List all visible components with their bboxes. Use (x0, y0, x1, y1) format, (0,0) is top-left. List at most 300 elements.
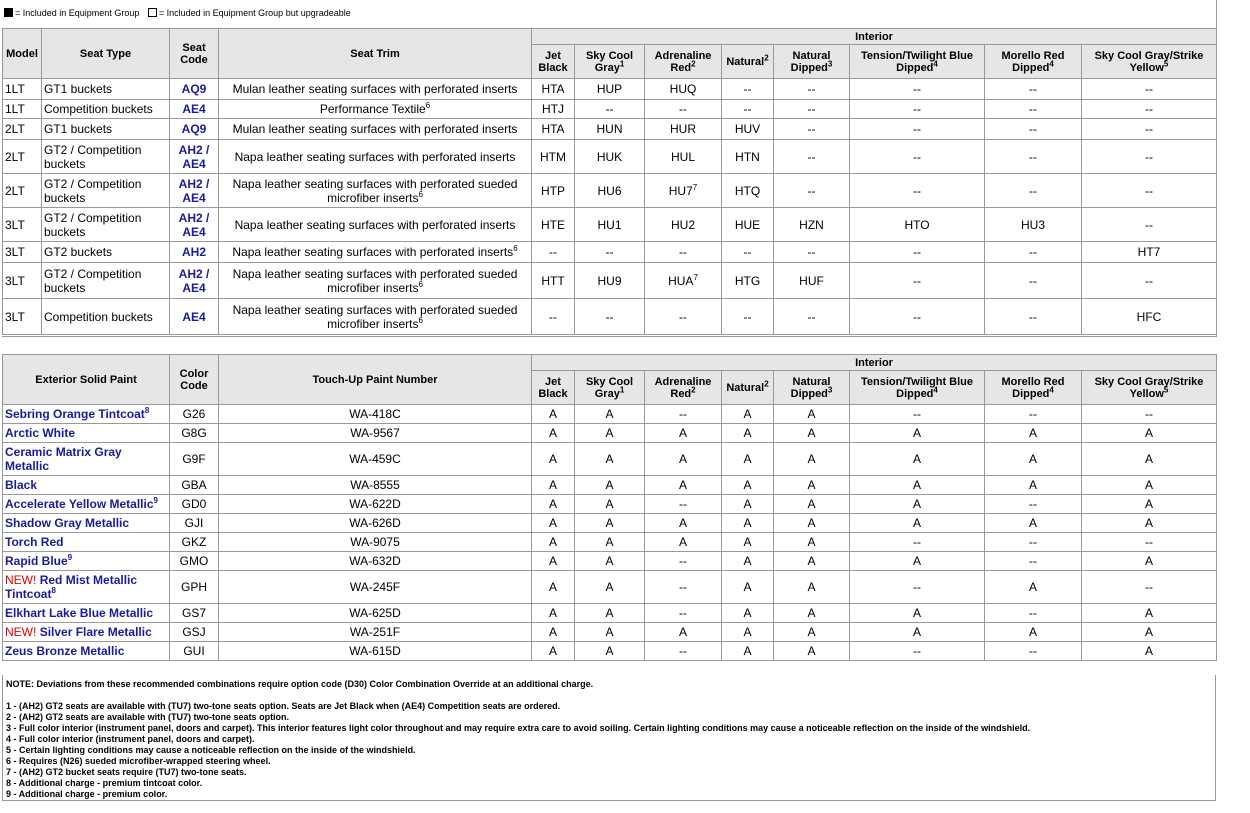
trim-code-cell (850, 79, 985, 100)
color-code-cell: GBA (170, 476, 219, 495)
seat-code-cell: AH2 / AE4 (170, 140, 219, 174)
trim-code-cell (850, 242, 985, 263)
footnote-ref: 7 (693, 272, 698, 282)
availability-cell: A (575, 514, 645, 533)
availability-cell: A (532, 533, 575, 552)
seat-trim-cell (219, 208, 532, 242)
trim-code: HTP (541, 183, 565, 198)
seat-trim-body (3, 79, 1217, 335)
trim-code-cell (774, 100, 850, 119)
availability-cell: A (645, 443, 722, 476)
table-row (3, 604, 1217, 623)
footnote-ref: 8 (144, 406, 150, 415)
color-code-cell: GKZ (170, 533, 219, 552)
trim-code-cell (645, 140, 722, 174)
footnote-ref: 6 (418, 315, 423, 325)
trim-code-cell (985, 100, 1082, 119)
interior-col-header (575, 371, 645, 405)
trim-code-cell (774, 119, 850, 140)
trim-code: HTO (904, 217, 930, 232)
availability-cell: A (645, 514, 722, 533)
seat-trim-text: Napa leather seating surfaces with perforated sueded microfiber inserts (232, 302, 518, 331)
trim-code-cell (722, 119, 774, 140)
touchup-cell: WA-632D (219, 552, 532, 571)
color-code-cell: GSJ (170, 623, 219, 642)
trim-code-cell (774, 174, 850, 208)
availability-cell: -- (850, 533, 985, 552)
trim-code: HU3 (1020, 217, 1045, 232)
availability-cell: A (532, 642, 575, 661)
table-row (3, 242, 1217, 263)
trim-code: HU2 (670, 217, 695, 232)
seat-type-cell: GT1 buckets (42, 119, 170, 140)
availability-cell: A (985, 424, 1082, 443)
model-cell: 2LT (3, 119, 42, 140)
availability-cell: A (850, 476, 985, 495)
trim-code-cell (645, 208, 722, 242)
availability-cell: -- (645, 495, 722, 514)
availability-cell: A (1082, 514, 1217, 533)
trim-code: -- (1029, 183, 1037, 198)
seat-trim-text: Mulan leather seating surfaces with perforated inserts (232, 82, 518, 96)
header-color-code: Color Code (170, 355, 219, 405)
footnote-line: 6 - Requires (N26) sueded microfiber-wrapped steering wheel. (6, 756, 271, 766)
seat-trim-text: Napa leather seating surfaces with perforated sueded microfiber inserts (232, 176, 518, 205)
paint-name-cell (3, 623, 170, 642)
availability-cell: A (722, 443, 774, 476)
seat-code-cell: AE4 (170, 299, 219, 335)
paint-name: Accelerate Yellow Metallic (5, 497, 154, 511)
trim-code-cell (722, 242, 774, 263)
seat-trim-table (2, 28, 1217, 335)
trim-code-cell (985, 79, 1082, 100)
legend-open-text: = Included in Equipment Group but upgradeable (158, 8, 351, 18)
header-seat-type: Seat Type (42, 29, 170, 79)
trim-code-cell (850, 263, 985, 299)
seat-type-cell: GT2 / Competition buckets (42, 263, 170, 299)
availability-cell: A (645, 476, 722, 495)
trim-code-cell (532, 140, 575, 174)
seat-trim-text: Performance Textile (319, 102, 426, 116)
availability-cell: A (985, 571, 1082, 604)
footnote-ref: 4 (1049, 384, 1054, 394)
trim-code-cell (532, 208, 575, 242)
trim-code: -- (679, 245, 687, 259)
availability-cell: A (985, 514, 1082, 533)
touchup-cell: WA-622D (219, 495, 532, 514)
availability-cell: -- (645, 552, 722, 571)
paint-name-cell (3, 495, 170, 514)
availability-cell: -- (985, 405, 1082, 424)
touchup-cell: WA-459C (219, 443, 532, 476)
trim-code: -- (1145, 102, 1154, 116)
footnote-ref: 9 (153, 496, 158, 505)
trim-code-cell (985, 119, 1082, 140)
interior-col-name: Sky Cool Gray/Strike Yellow (1094, 49, 1204, 74)
availability-cell: -- (985, 495, 1082, 514)
trim-code: -- (743, 245, 752, 259)
color-code-cell: GJI (170, 514, 219, 533)
trim-code: -- (1029, 102, 1037, 116)
interior-col-header (1082, 45, 1217, 79)
footnote-ref: 2 (764, 52, 769, 62)
footnote-line: 5 - Certain lighting conditions may cause a noticeable reflection on the inside of the windshield. (6, 745, 416, 755)
paint-name-cell (3, 642, 170, 661)
trim-code-cell (575, 100, 645, 119)
availability-cell: -- (645, 405, 722, 424)
availability-cell: A (850, 514, 985, 533)
paint-name-cell (3, 552, 170, 571)
seat-type-cell: Competition buckets (42, 299, 170, 335)
availability-cell: A (532, 604, 575, 623)
trim-code-cell (532, 299, 575, 335)
availability-cell: A (850, 443, 985, 476)
trim-code-cell (985, 140, 1082, 174)
availability-cell: A (722, 476, 774, 495)
trim-code-cell (1082, 100, 1217, 119)
availability-cell: A (575, 443, 645, 476)
new-badge: NEW! (5, 625, 37, 639)
trim-code: HUL (670, 149, 695, 164)
trim-code-cell (1082, 174, 1217, 208)
interior-col-name: Morello Red Dipped (1001, 375, 1065, 400)
interior-col-header (1082, 371, 1217, 405)
availability-cell: A (774, 476, 850, 495)
availability-cell: A (645, 623, 722, 642)
trim-code: -- (605, 102, 614, 116)
trim-code: HTG (734, 273, 761, 288)
footnote-ref: 9 (67, 553, 73, 562)
trim-code: -- (605, 245, 614, 259)
interior-col-name: Tension/Twilight Blue Dipped (860, 375, 974, 400)
trim-code: -- (549, 309, 557, 324)
trim-code-cell (722, 140, 774, 174)
seat-trim-cell (219, 299, 532, 335)
footnote-ref: 6 (425, 101, 431, 110)
availability-cell: A (532, 514, 575, 533)
paint-name-cell (3, 604, 170, 623)
availability-cell: -- (985, 533, 1082, 552)
trim-code: HTJ (542, 102, 564, 116)
trim-code: -- (679, 309, 687, 324)
availability-cell: A (722, 604, 774, 623)
trim-code: HFC (1136, 309, 1162, 324)
trim-code-cell (645, 119, 722, 140)
availability-cell: A (575, 405, 645, 424)
interior-col-name: Adrenaline Red (654, 375, 712, 400)
availability-cell: A (722, 495, 774, 514)
color-code-cell: G9F (170, 443, 219, 476)
header-exterior: Exterior Solid Paint (3, 355, 170, 405)
table-row (3, 495, 1217, 514)
seat-code-cell: AH2 / AE4 (170, 208, 219, 242)
trim-code: -- (1145, 82, 1154, 96)
footnote-ref: 5 (1163, 384, 1169, 394)
availability-cell: A (532, 495, 575, 514)
trim-code: HUE (734, 217, 761, 232)
trim-code: HU9 (597, 273, 622, 288)
model-cell: 1LT (3, 79, 42, 100)
trim-code-cell (850, 140, 985, 174)
interior-col-name: Morello Red Dipped (1001, 49, 1065, 74)
availability-cell: A (532, 552, 575, 571)
table-row (3, 263, 1217, 299)
trim-code-cell (774, 79, 850, 100)
footnote-ref: 5 (1163, 58, 1169, 68)
seat-code-cell: AH2 / AE4 (170, 174, 219, 208)
footnote-ref: 6 (418, 189, 423, 199)
paint-name: Black (5, 478, 38, 492)
availability-cell: A (722, 424, 774, 443)
trim-code-cell (850, 119, 985, 140)
availability-cell: A (722, 533, 774, 552)
header-touchup: Touch-Up Paint Number (219, 355, 532, 405)
footnote-line: 1 - (AH2) GT2 seats are available with (TU7) two-tone seats option. Seats are Jet Black when (AE4) Competition seats are ordered. (6, 701, 561, 711)
paint-name: Ceramic Matrix Gray Metallic (5, 445, 122, 473)
seat-trim-cell (219, 263, 532, 299)
availability-cell: -- (645, 571, 722, 604)
trim-code: -- (743, 102, 752, 116)
table-row (3, 100, 1217, 119)
trim-code: HTA (541, 82, 565, 96)
interior-col-header (985, 371, 1082, 405)
trim-code-cell (575, 263, 645, 299)
touchup-cell: WA-626D (219, 514, 532, 533)
paint-name: Red Mist Metallic Tintcoat (5, 573, 138, 601)
availability-cell: A (774, 552, 850, 571)
trim-code-cell (1082, 208, 1217, 242)
exterior-paint-body (3, 405, 1217, 661)
header-seat-trim: Seat Trim (219, 29, 532, 79)
seat-trim-text: Napa leather seating surfaces with perforated inserts (232, 245, 514, 259)
table-row (3, 79, 1217, 100)
new-badge: NEW! (5, 573, 37, 587)
trim-code: -- (1145, 183, 1154, 198)
footnote-line: 2 - (AH2) GT2 seats are available with (TU7) two-tone seats option. (6, 712, 290, 722)
model-cell: 3LT (3, 208, 42, 242)
deviation-note: NOTE: Deviations from these recommended combinations require option code (D30) Color Combination Override at an additional charge. (6, 679, 594, 689)
table-row (3, 571, 1217, 604)
availability-cell: A (985, 476, 1082, 495)
trim-code: -- (605, 309, 614, 324)
availability-cell: A (1082, 424, 1217, 443)
availability-cell: A (774, 443, 850, 476)
trim-code: HTM (540, 149, 566, 164)
interior-col-header (532, 45, 575, 79)
trim-code-cell (575, 140, 645, 174)
seat-code-cell: AQ9 (170, 119, 219, 140)
availability-cell: A (532, 405, 575, 424)
availability-cell: -- (985, 552, 1082, 571)
paint-name: Sebring Orange Tintcoat (5, 407, 145, 421)
availability-cell: -- (1082, 571, 1217, 604)
trim-code: -- (807, 309, 816, 324)
model-cell: 2LT (3, 140, 42, 174)
trim-code-cell (645, 100, 722, 119)
trim-code: HUN (596, 122, 623, 136)
trim-code: HU1 (597, 217, 622, 232)
trim-code: -- (1029, 82, 1037, 96)
availability-cell: A (575, 604, 645, 623)
trim-code: -- (1145, 273, 1154, 288)
trim-code-cell (850, 174, 985, 208)
trim-code-cell (1082, 242, 1217, 263)
trim-code: -- (913, 245, 921, 259)
table-row (3, 174, 1217, 208)
availability-cell: A (722, 571, 774, 604)
availability-cell: A (1082, 623, 1217, 642)
table-row (3, 552, 1217, 571)
interior-col-header (774, 371, 850, 405)
interior-col-header (850, 371, 985, 405)
trim-code-cell (722, 79, 774, 100)
trim-code-cell (850, 208, 985, 242)
header-model: Model (3, 29, 42, 79)
interior-col-name: Sky Cool Gray (585, 375, 634, 400)
availability-cell: A (575, 495, 645, 514)
model-cell: 3LT (3, 263, 42, 299)
interior-col-name: Jet Black (538, 375, 568, 400)
header-interior: Interior (532, 29, 1217, 45)
interior-col-header (722, 45, 774, 79)
availability-cell: A (1082, 443, 1217, 476)
color-code-cell: GS7 (170, 604, 219, 623)
trim-code-cell (774, 263, 850, 299)
interior-col-header (850, 45, 985, 79)
color-code-cell: GUI (170, 642, 219, 661)
trim-code: HU7 (668, 183, 693, 198)
trim-code: -- (679, 102, 687, 116)
interior-col-name: Natural Dipped (790, 375, 831, 400)
trim-code-cell (722, 263, 774, 299)
trim-code: -- (807, 149, 816, 164)
paint-name: Zeus Bronze Metallic (5, 644, 125, 658)
trim-code: HU6 (597, 183, 622, 198)
footnote-ref: 2 (691, 58, 696, 68)
trim-code-cell (850, 100, 985, 119)
trim-code-cell (532, 242, 575, 263)
table-row (3, 208, 1217, 242)
seat-type-cell: Competition buckets (42, 100, 170, 119)
availability-cell: A (1082, 552, 1217, 571)
trim-code-cell (575, 299, 645, 335)
table-row (3, 140, 1217, 174)
trim-code-cell (985, 174, 1082, 208)
seat-trim-text: Napa leather seating surfaces with perforated inserts (234, 149, 516, 164)
availability-cell: A (575, 424, 645, 443)
trim-code-cell (985, 242, 1082, 263)
paint-name-cell (3, 514, 170, 533)
color-code-cell: GMO (170, 552, 219, 571)
trim-code-cell (532, 263, 575, 299)
color-code-cell: GD0 (170, 495, 219, 514)
trim-code-cell (1082, 263, 1217, 299)
trim-code: HUR (670, 122, 696, 136)
trim-code: -- (743, 309, 752, 324)
trim-code-cell (1082, 299, 1217, 335)
trim-code-cell (774, 208, 850, 242)
footnote-ref: 2 (691, 384, 696, 394)
interior-col-name: Jet Black (538, 49, 568, 74)
availability-cell: A (774, 514, 850, 533)
trim-code: -- (1029, 309, 1037, 324)
availability-cell: A (645, 424, 722, 443)
seat-trim-cell (219, 79, 532, 100)
seat-trim-text: Mulan leather seating surfaces with perforated inserts (232, 122, 518, 136)
trim-code: -- (913, 102, 921, 116)
seat-code-cell: AH2 (170, 242, 219, 263)
seat-trim-cell (219, 242, 532, 263)
color-code-cell: G8G (170, 424, 219, 443)
seat-code-cell: AH2 / AE4 (170, 263, 219, 299)
availability-cell: A (575, 642, 645, 661)
trim-code: -- (913, 122, 921, 136)
trim-code-cell (645, 263, 722, 299)
touchup-cell: WA-9075 (219, 533, 532, 552)
header-seat-code: Seat Code (170, 29, 219, 79)
availability-cell: A (850, 424, 985, 443)
trim-code-cell (532, 119, 575, 140)
trim-code: HTA (541, 122, 565, 136)
touchup-cell: WA-251F (219, 623, 532, 642)
footnote-ref: 6 (513, 244, 518, 253)
table-row (3, 299, 1217, 335)
trim-code: HTQ (734, 183, 761, 198)
availability-cell: -- (985, 604, 1082, 623)
touchup-cell: WA-9567 (219, 424, 532, 443)
trim-code-cell (575, 79, 645, 100)
trim-code: -- (913, 82, 921, 96)
availability-cell: A (575, 533, 645, 552)
interior-col-header (985, 45, 1082, 79)
table-row (3, 119, 1217, 140)
trim-code: -- (913, 149, 921, 164)
trim-code-cell (774, 242, 850, 263)
availability-cell: A (722, 642, 774, 661)
seat-trim-cell (219, 140, 532, 174)
paint-name-cell (3, 533, 170, 552)
seat-trim-cell (219, 100, 532, 119)
availability-cell: A (774, 604, 850, 623)
availability-cell: A (985, 623, 1082, 642)
paint-name: Silver Flare Metallic (39, 625, 152, 639)
footnote-ref: 4 (1049, 58, 1054, 68)
interior-col-name: Natural Dipped (790, 49, 831, 74)
trim-code: -- (807, 122, 816, 136)
availability-cell: A (1082, 604, 1217, 623)
trim-code: HUQ (669, 82, 697, 96)
trim-code-cell (722, 299, 774, 335)
seat-type-cell: GT2 / Competition buckets (42, 174, 170, 208)
table-row (3, 476, 1217, 495)
availability-cell: A (645, 533, 722, 552)
trim-code-cell (645, 299, 722, 335)
trim-code-cell (722, 174, 774, 208)
table-row (3, 623, 1217, 642)
availability-cell: -- (645, 604, 722, 623)
trim-code-cell (774, 140, 850, 174)
interior-col-name: Sky Cool Gray (585, 49, 634, 74)
seat-type-cell: GT2 buckets (42, 242, 170, 263)
trim-code: -- (807, 245, 816, 259)
availability-cell: A (575, 476, 645, 495)
availability-cell: A (850, 623, 985, 642)
availability-cell: A (774, 623, 850, 642)
trim-code: -- (1029, 273, 1037, 288)
trim-code-cell (985, 263, 1082, 299)
availability-cell: A (1082, 642, 1217, 661)
seat-code-cell: AQ9 (170, 79, 219, 100)
